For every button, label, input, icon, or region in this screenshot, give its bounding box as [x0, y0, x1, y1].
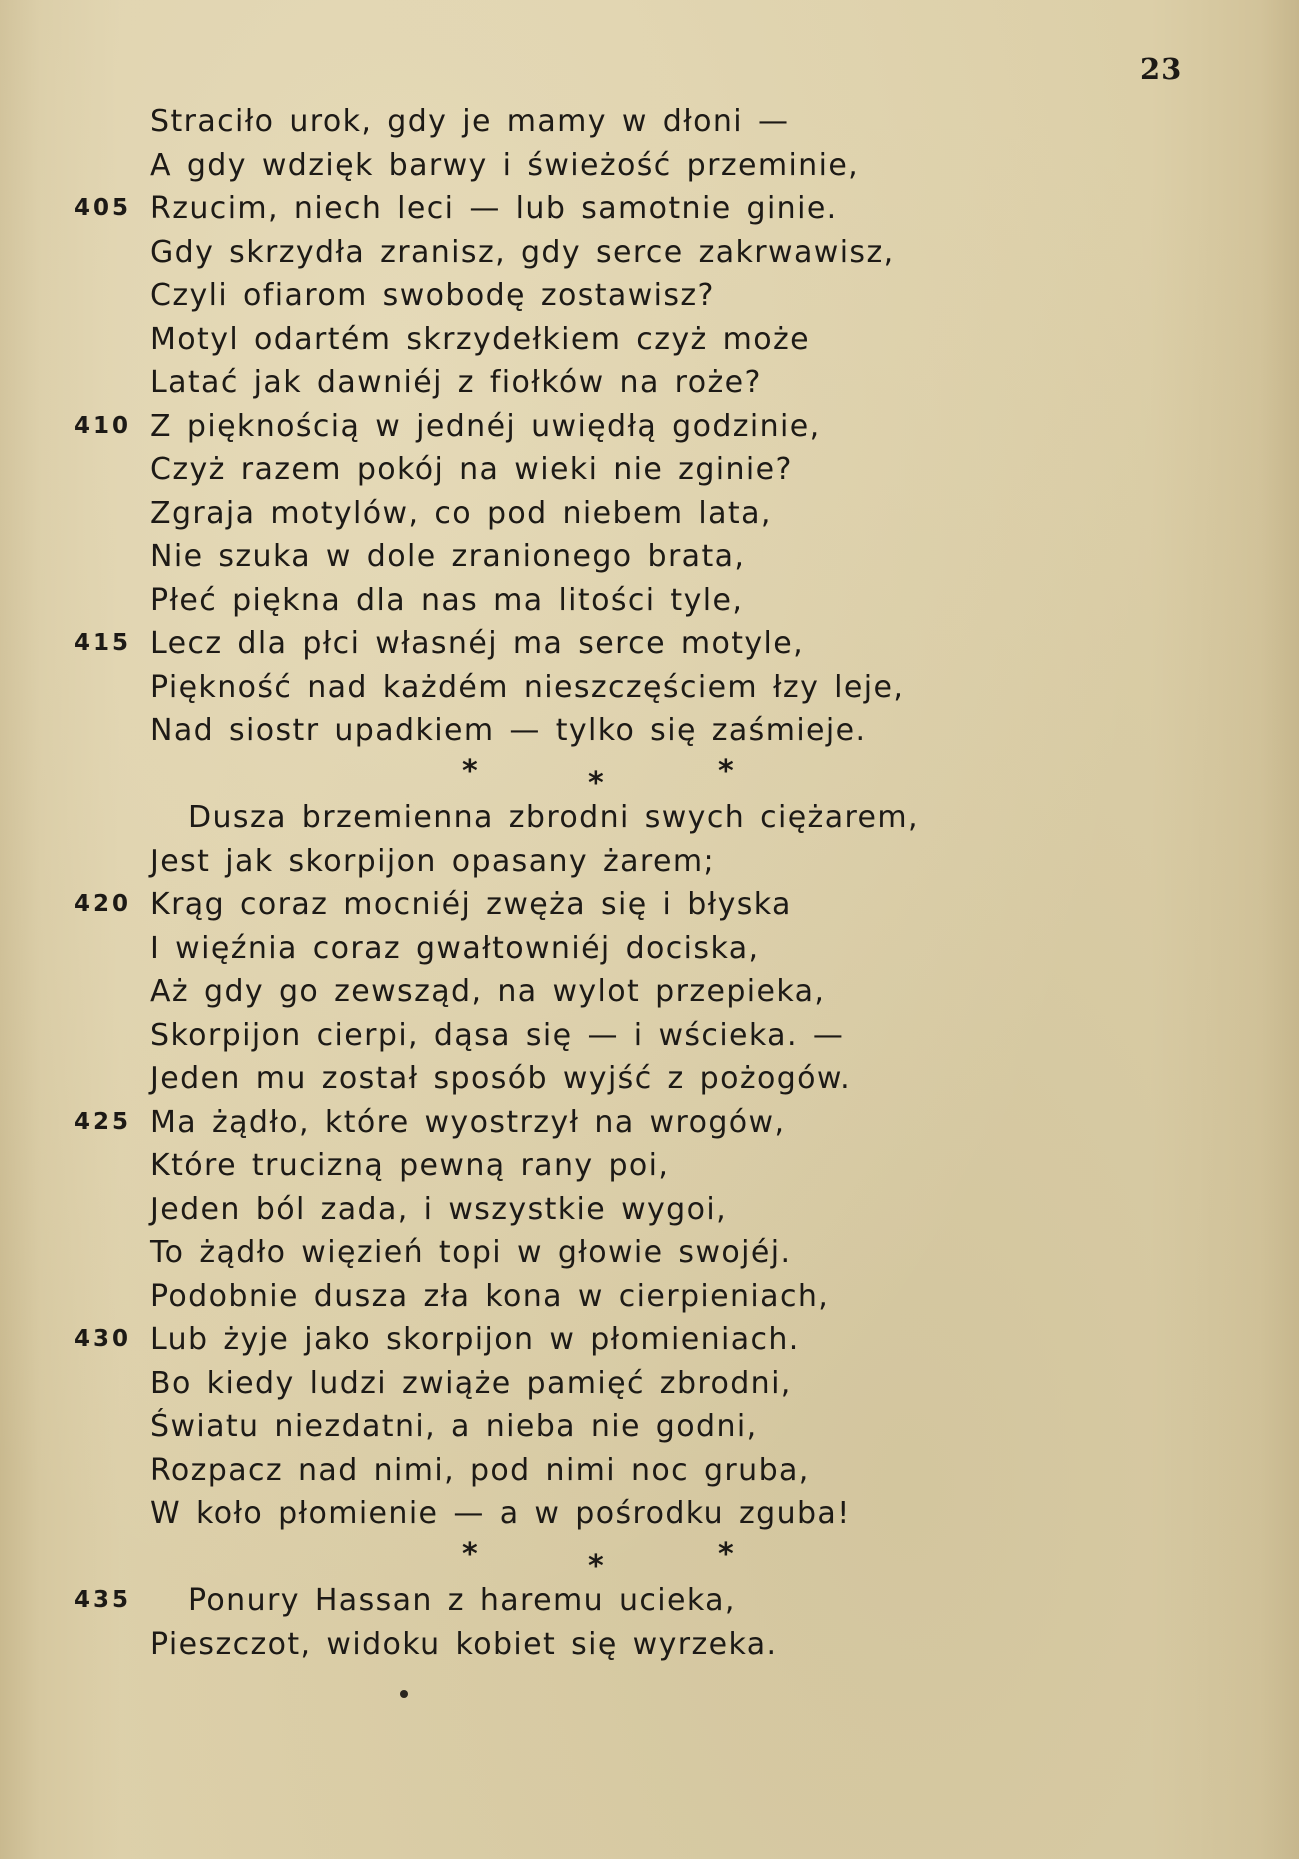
verse-line [0, 622, 1299, 666]
verse-text: Skorpijon cierpi, dąsa się — i wścieka. — [150, 1017, 845, 1053]
verse-line [0, 1057, 1299, 1101]
verse-line [0, 840, 1299, 884]
verse-line [0, 187, 1299, 231]
verse-text: Jest jak skorpijon opasany żarem; [150, 843, 715, 879]
verse-text: Z pięknością w jednéj uwiędłą godzinie, [150, 408, 821, 444]
verse-line [0, 1449, 1299, 1493]
verse-text: Rzucim, niech leci — lub samotnie ginie. [150, 191, 838, 226]
separator-asterisk: * [588, 765, 604, 801]
verse-text: To żądło więzień topi w głowie swojéj. [150, 1235, 792, 1270]
verse-line [0, 1231, 1299, 1275]
poem-text [0, 100, 1299, 1666]
verse-text: W koło płomienie — a w pośrodku zguba! [150, 1496, 851, 1531]
verse-text: Jeden ból zada, i wszystkie wygoi, [150, 1191, 728, 1227]
verse-text: Piękność nad każdém nieszczęściem łzy leje, [150, 669, 905, 705]
verse-line [0, 666, 1299, 710]
verse-line [0, 100, 1299, 144]
verse-line [0, 709, 1299, 753]
verse-text: Ma żądło, które wyostrzył na wrogów, [150, 1104, 786, 1140]
verse-line [0, 231, 1299, 275]
verse-text: Motyl odartém skrzydełkiem czyż może [150, 321, 810, 357]
verse-text: Gdy skrzydła zranisz, gdy serce zakrwawisz, [150, 234, 895, 270]
section-separator [0, 1536, 1299, 1584]
verse-text: Ponury Hassan z haremu ucieka, [188, 1583, 736, 1618]
verse-line [0, 1623, 1299, 1667]
verse-text: A gdy wdzięk barwy i świeżość przeminie, [150, 147, 860, 183]
line-number: 405 [74, 195, 132, 221]
verse-line [0, 579, 1299, 623]
verse-line [0, 405, 1299, 449]
verse-text: Lub żyje jako skorpijon w płomieniach. [150, 1322, 800, 1357]
verse-line [0, 927, 1299, 971]
line-number: 420 [74, 891, 132, 917]
verse-text: Krąg coraz mocniéj zwęża się i błyska [150, 887, 792, 922]
separator-asterisk: * [462, 753, 478, 789]
verse-text: Latać jak dawniéj z fiołków na roże? [150, 365, 762, 400]
verse-line [0, 1579, 1299, 1623]
verse-text: Które trucizną pewną rany poi, [150, 1148, 670, 1183]
verse-line [0, 1188, 1299, 1232]
verse-text: Lecz dla płci własnéj ma serce motyle, [150, 626, 805, 661]
verse-line [0, 448, 1299, 492]
verse-text: Nie szuka w dole zranionego brata, [150, 539, 746, 574]
verse-line [0, 1405, 1299, 1449]
separator-asterisk: * [462, 1536, 478, 1572]
verse-line [0, 1492, 1299, 1536]
verse-line [0, 970, 1299, 1014]
verse-line [0, 318, 1299, 362]
verse-line [0, 274, 1299, 318]
page-number: 23 [1140, 52, 1183, 86]
ink-spot [400, 1690, 408, 1698]
verse-text: Jeden mu został sposób wyjść z pożogów. [150, 1061, 852, 1096]
separator-asterisk: * [718, 1536, 734, 1572]
verse-text: Czyż razem pokój na wieki nie zginie? [150, 452, 793, 487]
verse-line [0, 1144, 1299, 1188]
verse-line [0, 1275, 1299, 1319]
verse-line [0, 144, 1299, 188]
verse-text: Podobnie dusza zła kona w cierpieniach, [150, 1278, 830, 1314]
verse-text: Czyli ofiarom swobodę zostawisz? [150, 278, 715, 313]
verse-text: Światu niezdatni, a nieba nie godni, [150, 1409, 758, 1444]
verse-text: Straciło urok, gdy je mamy w dłoni — [150, 104, 790, 139]
line-number: 410 [74, 412, 132, 439]
verse-line [0, 883, 1299, 927]
verse-line [0, 492, 1299, 536]
verse-text: Bo kiedy ludzi zwiąże pamięć zbrodni, [150, 1365, 792, 1401]
verse-line [0, 796, 1299, 840]
separator-asterisk: * [718, 753, 734, 789]
verse-line [0, 1014, 1299, 1058]
verse-line [0, 535, 1299, 579]
verse-text: Dusza brzemienna zbrodni swych ciężarem, [188, 800, 919, 835]
verse-line [0, 1362, 1299, 1406]
line-number: 430 [74, 1326, 132, 1352]
verse-line [0, 1318, 1299, 1362]
verse-text: Aż gdy go zewsząd, na wylot przepieka, [150, 974, 826, 1009]
section-separator [0, 753, 1299, 801]
line-number: 415 [74, 630, 132, 656]
separator-asterisk: * [588, 1548, 604, 1584]
line-number: 435 [74, 1587, 132, 1613]
verse-line [0, 1101, 1299, 1145]
verse-text: Zgraja motylów, co pod niebem lata, [150, 495, 772, 531]
verse-text: Płeć piękna dla nas ma litości tyle, [150, 582, 744, 618]
verse-text: Pieszczot, widoku kobiet się wyrzeka. [150, 1626, 778, 1662]
verse-text: I więźnia coraz gwałtowniéj dociska, [150, 930, 760, 966]
verse-text: Nad siostr upadkiem — tylko się zaśmieje. [150, 713, 867, 748]
verse-text: Rozpacz nad nimi, pod nimi noc gruba, [150, 1452, 810, 1488]
verse-line [0, 361, 1299, 405]
line-number: 425 [74, 1108, 132, 1135]
